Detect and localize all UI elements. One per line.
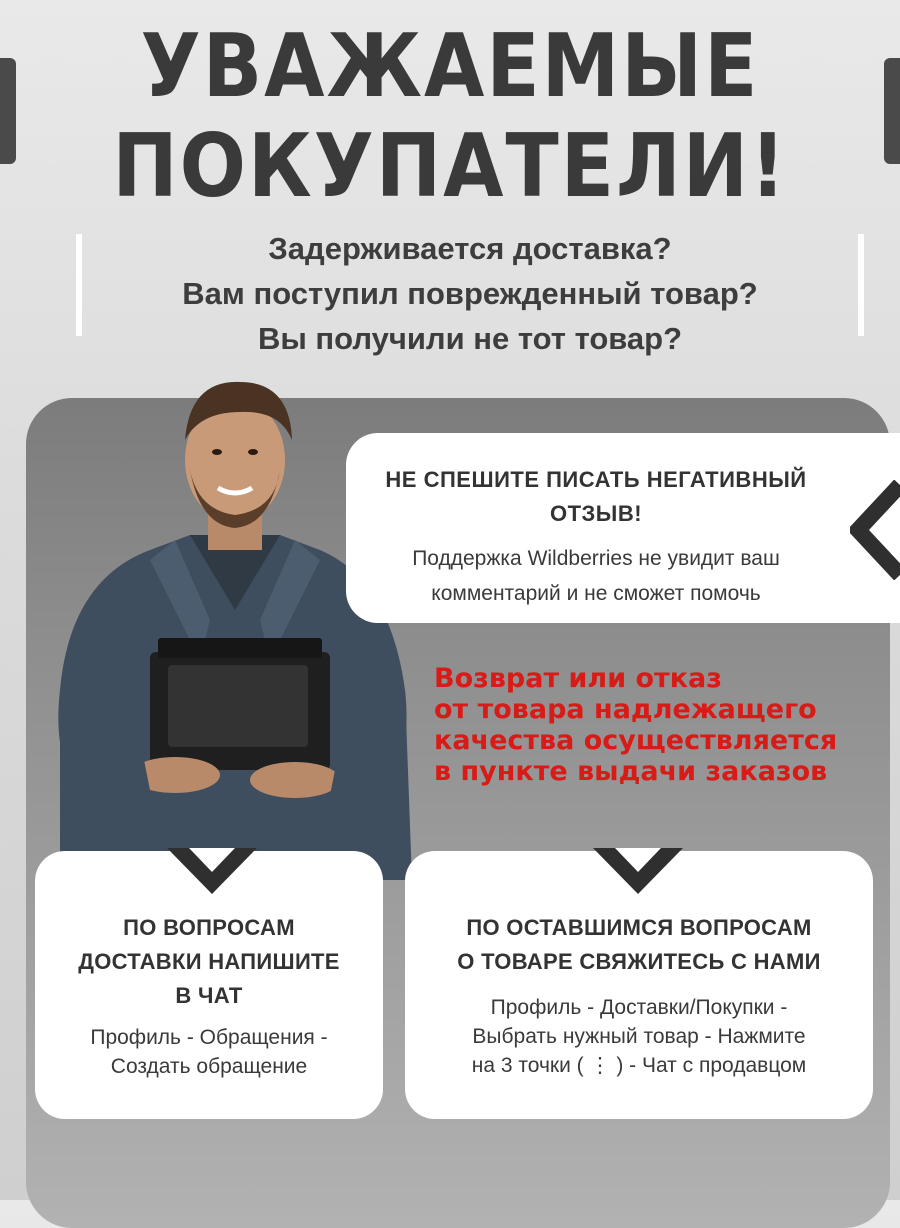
delivery-desc-line-1: Профиль - Обращения -: [90, 1026, 328, 1049]
question-3: Вы получили не тот товар?: [257, 321, 683, 356]
product-desc-line-3: на 3 точки ( ⋮ ) - Чат с продавцом: [471, 1054, 807, 1077]
chevron-down-icon: [167, 848, 257, 896]
delivery-title-line-1: ПО ВОПРОСАМ: [123, 915, 295, 940]
product-title-line-1: ПО ОСТАВШИМСЯ ВОПРОСАМ: [466, 915, 812, 940]
warning-card: [346, 433, 900, 623]
warning-title-line-1: НЕ СПЕШИТЕ ПИСАТЬ НЕГАТИВНЫЙ: [385, 467, 807, 492]
questions-block: [72, 226, 868, 356]
delivery-card-desc: [35, 1023, 383, 1081]
product-title-line-2: О ТОВАРЕ СВЯЖИТЕСЬ С НАМИ: [457, 949, 821, 974]
return-notice: [434, 663, 884, 787]
question-1: Задерживается доставка?: [268, 231, 672, 266]
headline-line-1: УВАЖАЕМЫЕ: [140, 16, 760, 118]
product-desc-line-1: Профиль - Доставки/Покупки -: [490, 996, 788, 1019]
return-notice-line-1: Возврат или отказ: [434, 663, 722, 694]
return-notice-line-3: качества осуществляется: [434, 725, 838, 756]
return-notice-line-4: в пункте выдачи заказов: [434, 756, 828, 787]
warning-desc-line-2: комментарий и не сможет помочь: [431, 582, 761, 605]
chevron-down-icon: [593, 848, 683, 896]
warning-card-desc: [346, 541, 846, 611]
headline: [0, 16, 900, 228]
warning-title-line-2: ОТЗЫВ!: [549, 501, 643, 526]
question-2: Вам поступил поврежденный товар?: [182, 276, 758, 311]
product-card-title: [405, 911, 873, 979]
warning-card-title: [346, 463, 846, 531]
product-desc-line-2: Выбрать нужный товар - Нажмите: [472, 1025, 806, 1048]
delivery-desc-line-2: Создать обращение: [110, 1055, 308, 1078]
warning-desc-line-1: Поддержка Wildberries не увидит ваш: [412, 547, 780, 570]
headline-line-2: ПОКУПАТЕЛИ!: [112, 116, 788, 218]
delivery-card-title: [35, 911, 383, 1013]
product-card-desc: [405, 993, 873, 1080]
chevron-right-icon: [850, 480, 900, 580]
delivery-title-line-3: В ЧАТ: [175, 983, 243, 1008]
delivery-title-line-2: ДОСТАВКИ НАПИШИТЕ: [78, 949, 340, 974]
return-notice-line-2: от товара надлежащего: [434, 694, 817, 725]
